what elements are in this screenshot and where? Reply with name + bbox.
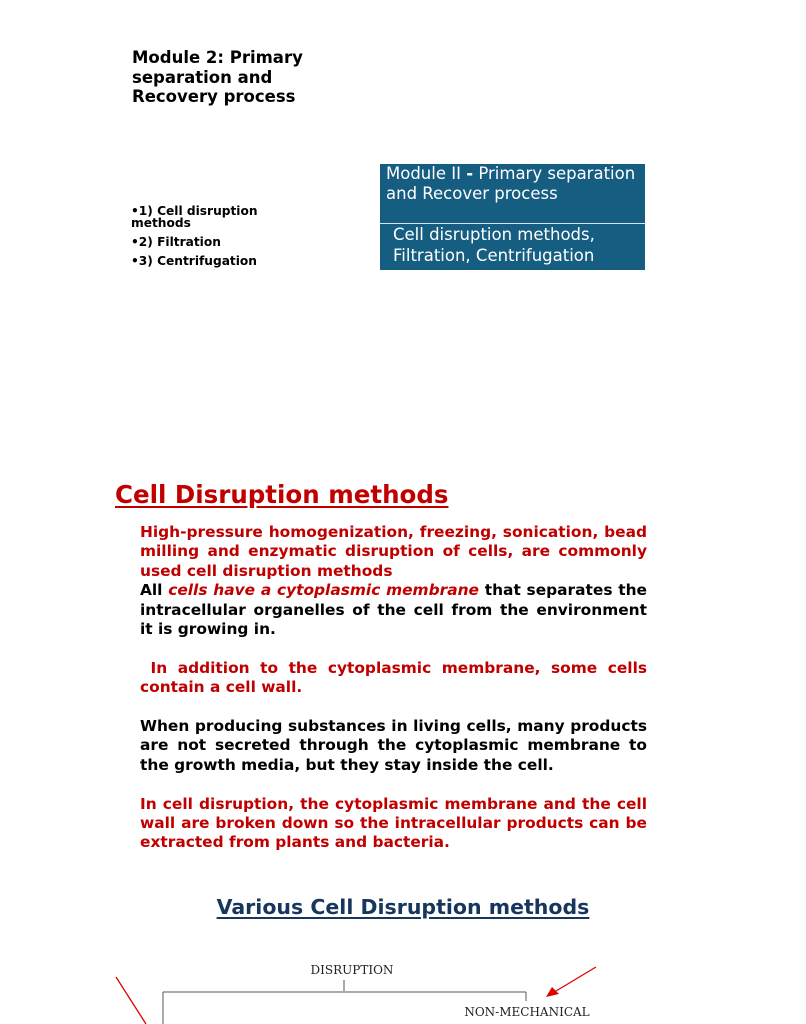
slide1-box-title (380, 164, 645, 223)
paragraph-disruption: In cell disruption, the cytoplasmic membrane and the cell wall are broken down so the intracellular products can be extracted from plants and bacteria. (140, 794, 647, 852)
slide3-heading: Various Cell Disruption methods (216, 895, 590, 919)
paragraph-membrane-start: All (140, 581, 169, 600)
slide1-box-subtitle: Cell disruption methods, Filtration, Centrifugation (393, 225, 595, 265)
box-title-main: Module II (386, 164, 467, 183)
paragraph-cell-wall: In addition to the cytoplasmic membrane, some cells contain a cell wall. (140, 658, 653, 697)
paragraph-membrane (140, 581, 647, 639)
diagram-nonmechanical-label: NON-MECHANICAL (464, 1005, 590, 1019)
paragraph-membrane-end: that separates the intracellular organelles of the cell from the environment it is growing in. (140, 581, 647, 639)
list-item: • 1) Cell disruption methods (131, 205, 301, 229)
list-item: • 2) Filtration (131, 236, 301, 248)
annotation-arrow-right (556, 967, 596, 991)
slide2-heading: Cell Disruption methods (115, 480, 449, 509)
list-item: • 3) Centrifugation (131, 255, 301, 267)
box-title-rest: Primary separation and Recover process (386, 164, 636, 203)
slide2-body (140, 523, 653, 865)
arrow-head-icon (546, 987, 559, 997)
paragraph-products: When producing substances in living cells, many products are not secreted through the cytoplasmic membrane to the growth media, but they stay inside the cell. (140, 717, 647, 774)
diagram-root-label: DISRUPTION (310, 963, 394, 977)
slide1-title-box (380, 164, 645, 270)
paragraph-methods: High-pressure homogenization, freezing, sonication, bead milling and enzymatic disruption of cells, are commonly used cell disruption methods (140, 523, 647, 580)
disruption-diagram (0, 955, 768, 1024)
slide1-title: Module 2: Primary separation and Recovery process (132, 48, 303, 106)
slide1-bullet-list (131, 205, 301, 274)
annotation-arrow-left (116, 977, 146, 1024)
box-title-dash: - (466, 164, 474, 183)
paragraph-membrane-emphasis: cells have a cytoplasmic membrane (168, 581, 479, 600)
